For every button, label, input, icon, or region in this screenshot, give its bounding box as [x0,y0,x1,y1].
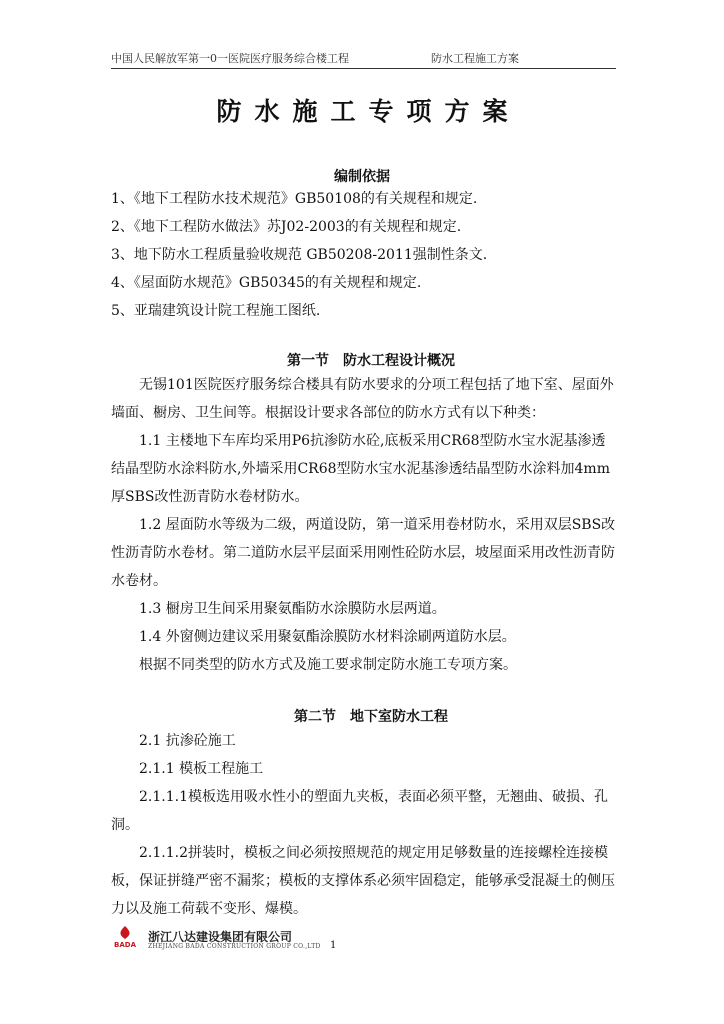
section1-item-1-4: 1.4 外窗侧边建议采用聚氨酯涂膜防水材料涂刷两道防水层。 [139,629,516,645]
basis-item: 3、地下防水工程质量验收规范 GB50208-2011强制性条文. [111,247,488,263]
section2-1-1-heading: 2.1.1 模板工程施工 [139,761,264,777]
page-header [111,48,616,69]
header-project-name: 中国人民解放军第一0一医院医疗服务综合楼工程 [111,52,349,65]
basis-heading: 编制依据 [334,169,390,185]
header-doc-name: 防水工程施工方案 [431,52,519,65]
footer-company-en: ZHEJIANG BADA CONSTRUCTION GROUP CO.,LTD [148,943,321,950]
section2-heading [111,706,631,726]
document-title: 防水施工专项方案 [216,97,521,126]
basis-item: 5、亚瑞建筑设计院工程施工图纸. [111,303,321,319]
basis-item: 1、《地下工程防水技术规范》GB50108的有关规程和规定. [111,191,478,207]
section1-closing: 根据不同类型的防水方式及施工要求制定防水施工专项方案。 [139,657,517,673]
page-number: 1 [330,940,337,951]
section1-label: 第一节 [287,353,329,369]
section1-intro: 无锡101医院医疗服务综合楼具有防水要求的分项工程包括了地下室、屋面外墙面、橱房、卫生间等。根据设计要求各部位的防水方式有以下种类： [111,377,614,421]
svg-text:BADA: BADA [114,941,136,949]
footer-company-cn: 浙江八达建设集团有限公司 [148,930,293,944]
section2-1-heading: 2.1 抗渗砼施工 [139,733,236,749]
company-logo [110,925,140,949]
section2-label: 第二节 [294,709,336,725]
basis-item: 2、《地下工程防水做法》苏J02-2003的有关规程和规定. [111,219,462,235]
section2-name: 地下室防水工程 [350,709,448,725]
section1-item-1-1: 1.1 主楼地下车库均采用P6抗渗防水砼,底板采用CR68型防水宝水泥基渗透结晶型防水涂料防水,外墙采用CR68型防水宝水泥基渗透结晶型防水涂料加4mm厚SBS改性沥青防水卷材防水。 [111,433,610,505]
section1-heading [111,350,631,370]
bada-logo-icon [110,925,140,949]
section1-item-1-2: 1.2 屋面防水等级为二级，两道设防，第一道采用卷材防水，采用双层SBS改性沥青防水卷材。第二道防水层平层面采用刚性砼防水层，坡屋面采用改性沥青防水卷材。 [111,517,616,589]
section2-1-1-2-text: 2.1.1.2拼装时，模板之间必须按照规范的规定用足够数量的连接螺栓连接模板，保证拼缝严密不漏浆；模板的支撑体系必须牢固稳定，能够承受混凝土的侧压力以及施工荷载不变形、爆模。 [111,845,615,917]
section1-item-1-3: 1.3 橱房卫生间采用聚氨酯防水涂膜防水层两道。 [139,601,446,617]
section2-1-1-1-text: 2.1.1.1模板选用吸水性小的塑面九夹板，表面必须平整，无翘曲、破损、孔洞。 [111,789,608,833]
basis-item: 4、《屋面防水规范》GB50345的有关规程和规定. [111,275,422,291]
section1-name: 防水工程设计概况 [343,353,455,369]
